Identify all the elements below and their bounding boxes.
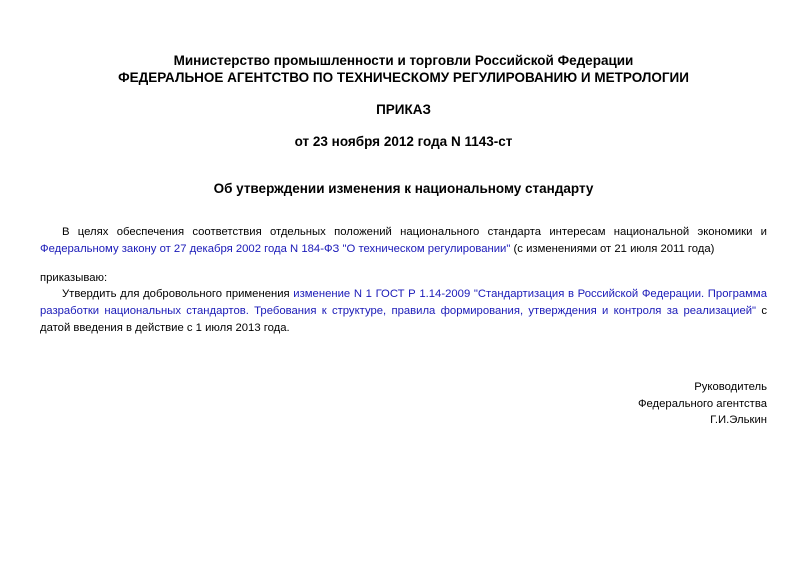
document-subject: Об утверждении изменения к национальному стандарту — [213, 181, 594, 196]
standard-change-link[interactable]: изменение N 1 ГОСТ Р 1.14-2009 "Стандартизация в Российской Федерации. Программа разработки национальных стандартов. Требования к структуре, правила формирования, утверждения и контроля за реализацией" — [40, 288, 767, 317]
order-word: приказываю: — [40, 272, 108, 284]
ministry-title: Министерство промышленности и торговли Российской Федерации — [173, 53, 634, 68]
federal-law-link[interactable]: Федеральному закону от 27 декабря 2002 года N 184-ФЗ "О техническом регулировании" — [40, 243, 511, 255]
order-text-before: Утвердить для добровольного применения — [62, 288, 294, 300]
document-page — [40, 0, 767, 571]
agency-title: ФЕДЕРАЛЬНОЕ АГЕНТСТВО ПО ТЕХНИЧЕСКОМУ РЕГУЛИРОВАНИЮ И МЕТРОЛОГИИ — [118, 70, 689, 85]
order-text-after: с датой введения в действие с 1 июля 2013 года. — [40, 305, 767, 334]
preamble-text-before: В целях обеспечения соответствия отдельных положений национального стандарта интересам национальной экономики и — [62, 226, 767, 238]
document-date-number: от 23 ноября 2012 года N 1143-ст — [294, 134, 513, 149]
signatory-name: Г.И.Элькин — [710, 414, 767, 426]
preamble-paragraph — [40, 224, 767, 258]
order-paragraph — [40, 286, 767, 337]
signatory-position-line1: Руководитель — [694, 381, 767, 393]
signatory-position-line2: Федерального агентства — [637, 398, 767, 410]
document-type: ПРИКАЗ — [376, 102, 431, 117]
preamble-text-after: (с изменениями от 21 июля 2011 года) — [510, 243, 715, 255]
